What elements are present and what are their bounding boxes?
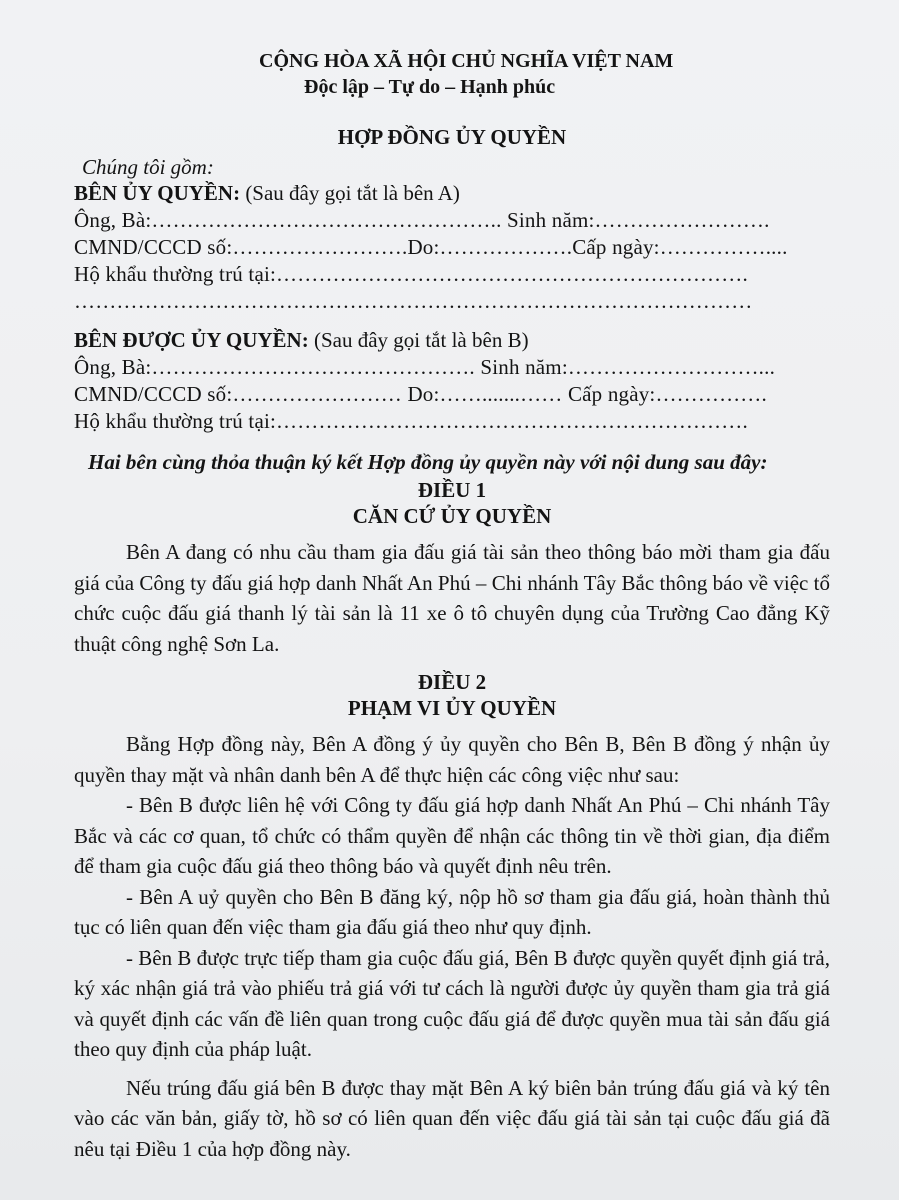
- article-2-bullet-1: - Bên B được liên hệ với Công ty đấu giá hợp danh Nhất An Phú – Chi nhánh Tây Bắc và các cơ quan, tổ chức có thẩm quyền để nhận các thông tin về thời gian, địa điểm để tham gia cuộc đấu giá theo thông báo và quyết định nêu trên.: [74, 793, 830, 878]
- party-a-note: (Sau đây gọi tắt là bên A): [245, 181, 460, 205]
- party-a-id-line: CMND/CCCD số:…………………….Do:……………….Cấp ngày:……………....: [74, 235, 788, 259]
- party-a-address-continued: ……………………………………………………………………………………: [74, 289, 753, 313]
- party-a-heading: [74, 180, 830, 207]
- party-b-address-line: Hộ khẩu thường trú tại:………………………………………………………….: [74, 409, 748, 433]
- party-a-address-line: Hộ khẩu thường trú tại:………………………………………………………….: [74, 262, 748, 286]
- document-title: HỢP ĐỒNG ỦY QUYỀN: [337, 125, 567, 149]
- article-2-number: ĐIỀU 2: [417, 670, 487, 694]
- article-1-title: CĂN CỨ ỦY QUYỀN: [352, 504, 552, 528]
- national-motto: Độc lập – Tự do – Hạnh phúc: [304, 76, 556, 98]
- party-b-id-line: CMND/CCCD số:…………………… Do:…….......…… Cấp ngày:…………….: [74, 382, 767, 406]
- opening-line: Chúng tôi gồm:: [82, 155, 214, 179]
- party-b-heading: [74, 327, 830, 354]
- party-b-label: BÊN ĐƯỢC ỦY QUYỀN:: [74, 328, 309, 352]
- party-a-label: BÊN ỦY QUYỀN:: [74, 181, 241, 205]
- article-2-closing: Nếu trúng đấu giá bên B được thay mặt Bên A ký biên bản trúng đấu giá và ký tên vào các văn bản, giấy tờ, hồ sơ có liên quan đến việc đấu giá tài sản tại cuộc đấu giá đã nêu tại Điều 1 của hợp đồng này.: [74, 1075, 830, 1161]
- article-2-title: PHẠM VI ỦY QUYỀN: [347, 696, 557, 720]
- article-2-bullet-2: - Bên A uỷ quyền cho Bên B đăng ký, nộp hồ sơ tham gia đấu giá, hoàn thành thủ tục có liên quan đến việc tham gia đấu giá theo như quy định.: [74, 884, 830, 939]
- party-b-note: (Sau đây gọi tắt là bên B): [313, 328, 529, 352]
- contract-body: [74, 48, 830, 1164]
- article-1-number: ĐIỀU 1: [417, 478, 487, 502]
- national-heading: CỘNG HÒA XÃ HỘI CHỦ NGHĨA VIỆT NAM: [259, 50, 674, 72]
- party-b-name-line: Ông, Bà:………………………………………. Sinh năm:………………………...: [74, 355, 776, 379]
- article-2-bullet-3: - Bên B được trực tiếp tham gia cuộc đấu giá, Bên B được quyền quyết định giá trả, ký xác nhận giá trả vào phiếu trả giá với tư cách là người được ủy quyền tham gia trả giá và quyết định các vấn đề liên quan trong cuộc đấu giá để được quyền mua tài sản đấu giá theo quy định của pháp luật.: [74, 945, 830, 1061]
- party-a-name-line: Ông, Bà:………………………………………….. Sinh năm:…………………….: [74, 208, 770, 232]
- article-2-intro: Bằng Hợp đồng này, Bên A đồng ý ủy quyền cho Bên B, Bên B đồng ý nhận ủy quyền thay mặt và nhân danh bên A để thực hiện các công việc như sau:: [74, 732, 830, 787]
- agreement-intro: Hai bên cùng thỏa thuận ký kết Hợp đồng ủy quyền này với nội dung sau đây:: [88, 450, 768, 474]
- article-1-text: Bên A đang có nhu cầu tham gia đấu giá tài sản theo thông báo mời tham gia đấu giá của Công ty đấu giá hợp danh Nhất An Phú – Chi nhánh Tây Bắc thông báo về việc tổ chức cuộc đấu giá thanh lý tài sản là 11 xe ô tô chuyên dụng của Trường Cao đẳng Kỹ thuật công nghệ Sơn La.: [74, 540, 830, 656]
